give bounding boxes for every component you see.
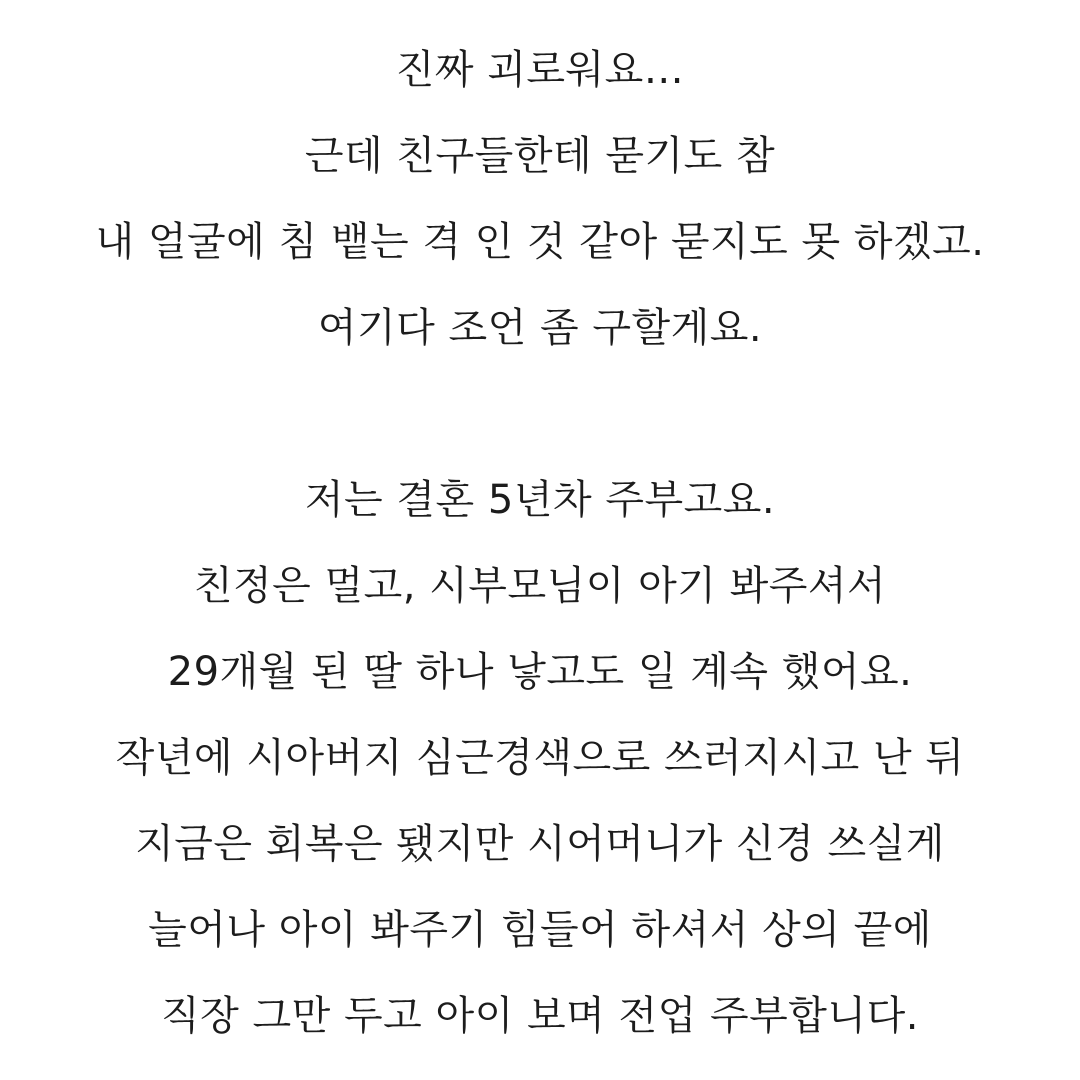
text-line: 29개월 된 딸 하나 낳고도 일 계속 했어요.: [167, 649, 913, 695]
text-line: 내 얼굴에 침 뱉는 격 인 것 같아 묻지도 못 하겠고.: [95, 219, 985, 265]
text-line: 지금은 회복은 됐지만 시어머니가 신경 쓰실게: [135, 821, 945, 867]
text-line: 진짜 괴로워요…: [395, 47, 685, 93]
text-line: 직장 그만 두고 아이 보며 전업 주부합니다.: [161, 993, 919, 1039]
text-line: 여기다 조언 좀 구할게요.: [317, 305, 763, 351]
text-line: 늘어나 아이 봐주기 힘들어 하셔서 상의 끝에: [148, 907, 932, 953]
text-line: 저는 결혼 5년차 주부고요.: [304, 477, 776, 523]
text-line: 친정은 멀고, 시부모님이 아기 봐주셔서: [193, 563, 887, 609]
text-line: 작년에 시아버지 심근경색으로 쓰러지시고 난 뒤: [115, 735, 965, 781]
text-line: 근데 친구들한테 묻기도 참: [304, 133, 776, 179]
